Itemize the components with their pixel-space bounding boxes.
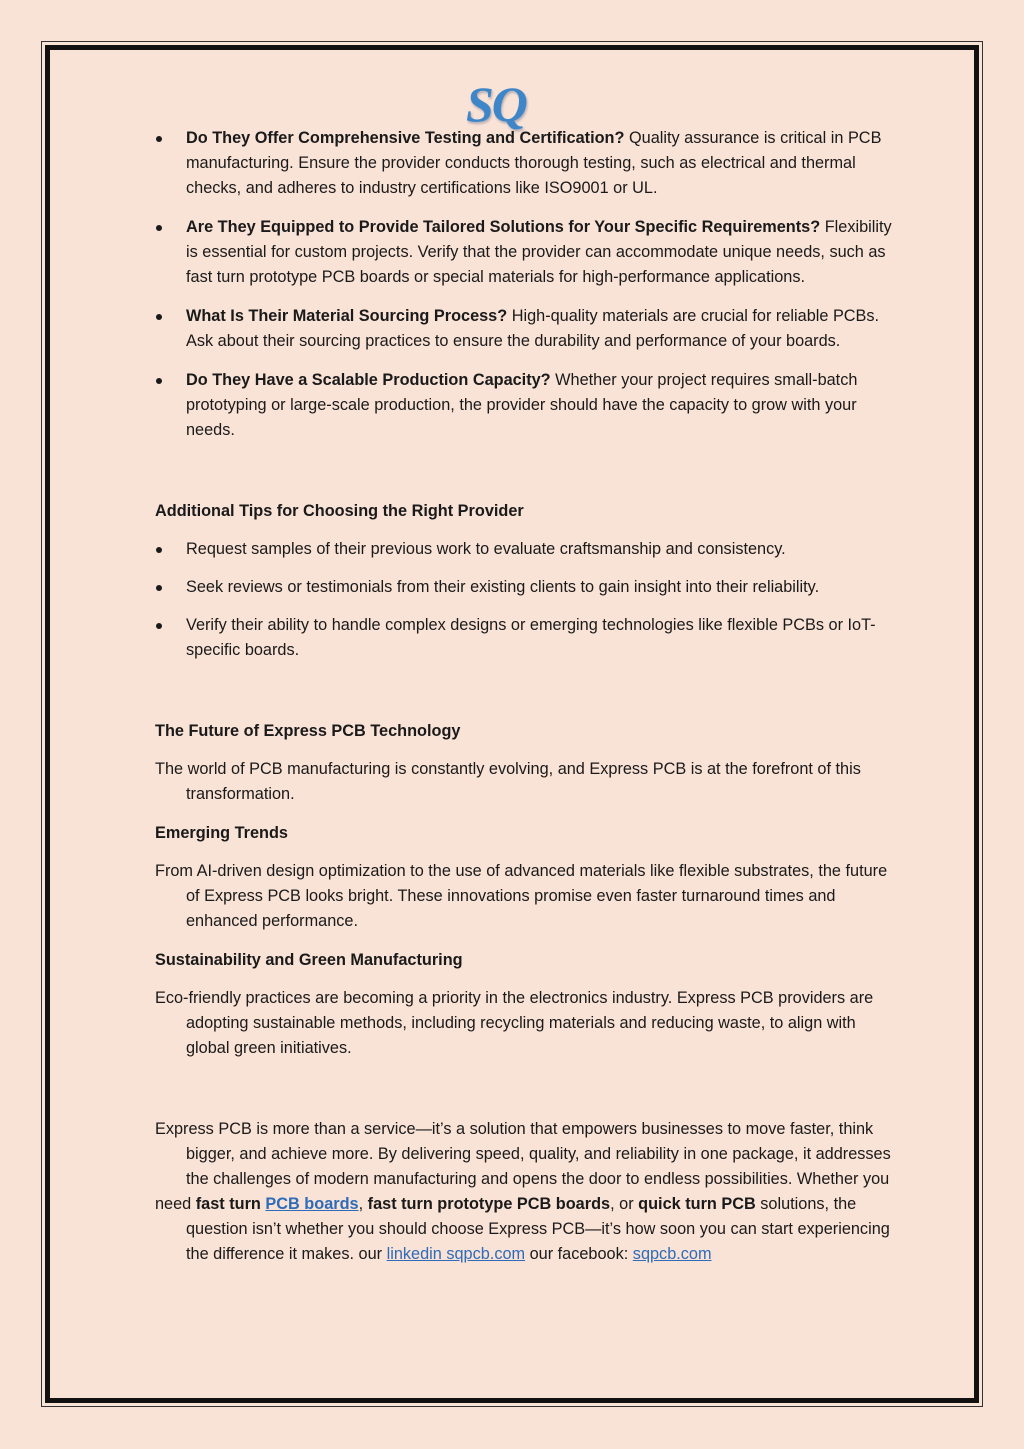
trends-paragraph: From AI-driven design optimization to the use of advanced materials like flexible substrates, the future of Express PCB looks bright. These innovations promise even faster turnaround times and enhanced performance.: [155, 862, 888, 930]
tips-heading: Additional Tips for Choosing the Right Provider: [155, 502, 524, 520]
facebook-link[interactable]: sqpcb.com: [632, 1245, 712, 1263]
future-paragraph: The world of PCB manufacturing is constantly evolving, and Express PCB is at the forefront of this transformation.: [155, 760, 861, 803]
document-body: [155, 126, 903, 1267]
list-item: Do They Offer Comprehensive Testing and Certification? Quality assurance is critical in PCB manufacturing. Ensure the provider conducts thorough testing, such as electrical and thermal checks, and adheres to industry certifications like ISO9001 or UL.: [155, 126, 903, 201]
linkedin-link[interactable]: linkedin sqpcb.com: [386, 1245, 526, 1263]
tips-list: [155, 537, 903, 663]
closing-paragraph: Express PCB is more than a service—it’s a solution that empowers businesses to move faster, think bigger, and achieve more. By delivering speed, quality, and reliability in one package, it addresses the challenges of modern manufacturing and opens the door to endless possibilities. Whether you: [155, 1120, 891, 1188]
sq-logo: SQ: [466, 76, 526, 132]
closing-paragraph-2: need fast turn PCB boards, fast turn prototype PCB boards, or quick turn PCB solutions, the question isn’t whether you should choose Express PCB—it’s how soon you can start experiencing the difference it makes. our linkedin sqpcb.com our facebook: sqpcb.com: [155, 1195, 890, 1263]
list-item: Are They Equipped to Provide Tailored Solutions for Your Specific Requirements? Flexibility is essential for custom projects. Verify that the provider can accommodate unique needs, such as fast turn prototype PCB boards or special materials for high-performance applications.: [155, 215, 903, 290]
list-item: Seek reviews or testimonials from their existing clients to gain insight into their reliability.: [155, 575, 903, 600]
list-item: Verify their ability to handle complex designs or emerging technologies like flexible PCBs or IoT-specific boards.: [155, 613, 903, 663]
green-paragraph: Eco-friendly practices are becoming a priority in the electronics industry. Express PCB providers are adopting sustainable methods, including recycling materials and reducing waste, to align with global green initiatives.: [155, 989, 874, 1057]
pcb-boards-link[interactable]: PCB boards: [265, 1195, 359, 1213]
green-heading: Sustainability and Green Manufacturing: [155, 951, 463, 969]
list-item: Do They Have a Scalable Production Capacity? Whether your project requires small-batch prototyping or large-scale production, the provider should have the capacity to grow with your needs.: [155, 368, 903, 443]
trends-heading: Emerging Trends: [155, 824, 288, 842]
question-list: [155, 126, 903, 443]
list-item: What Is Their Material Sourcing Process? High-quality materials are crucial for reliable PCBs. Ask about their sourcing practices to ensure the durability and performance of your boards.: [155, 304, 903, 354]
future-heading: The Future of Express PCB Technology: [155, 722, 461, 740]
list-item: Request samples of their previous work to evaluate craftsmanship and consistency.: [155, 537, 903, 562]
